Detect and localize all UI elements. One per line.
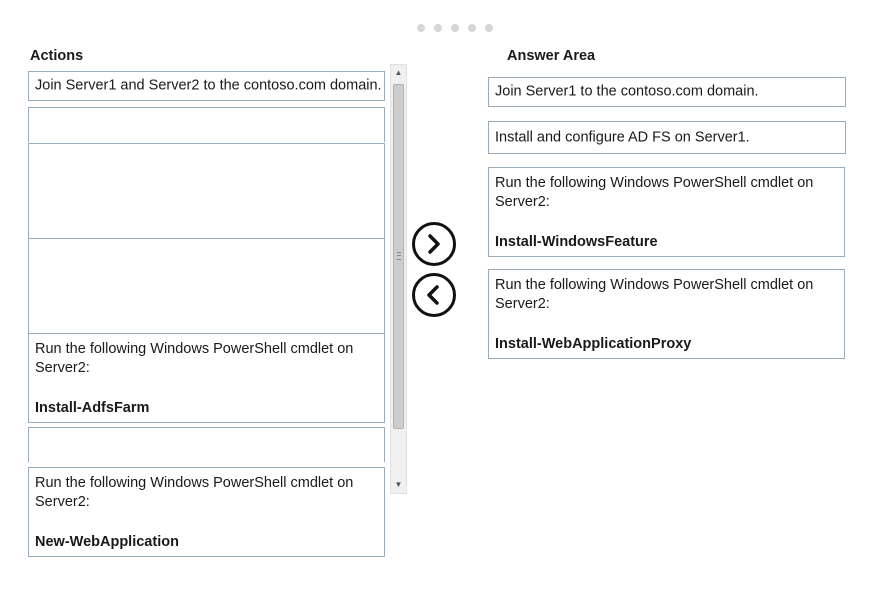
move-left-button[interactable] — [412, 273, 456, 317]
pager-dot[interactable] — [468, 24, 476, 32]
empty-action-slot[interactable] — [28, 427, 385, 462]
empty-action-slot[interactable] — [28, 107, 385, 142]
move-right-button[interactable] — [412, 222, 456, 266]
answer-item-cmdlet: Install-WebApplicationProxy — [495, 336, 692, 352]
answer-item-join-server1[interactable] — [488, 77, 846, 107]
answer-item-text: Run the following Windows PowerShell cmdlet on Server2: — [495, 277, 814, 312]
action-item-install-adfsfarm[interactable] — [28, 333, 385, 423]
scroll-up-arrow-icon[interactable]: ▲ — [394, 68, 403, 77]
answer-item-cmdlet: Install-WindowsFeature — [495, 234, 658, 250]
empty-action-slot[interactable] — [28, 143, 385, 238]
pager-dot[interactable] — [485, 24, 493, 32]
pager-dot[interactable] — [417, 24, 425, 32]
chevron-left-icon — [415, 276, 453, 314]
actions-heading: Actions — [30, 48, 84, 64]
actions-scrollbar[interactable] — [390, 64, 407, 494]
empty-action-slot[interactable] — [28, 238, 385, 333]
grip-icon — [397, 252, 401, 260]
scroll-down-arrow-icon[interactable]: ▼ — [394, 480, 403, 489]
action-item-text: Run the following Windows PowerShell cmdlet on Server2: — [35, 341, 354, 376]
pager-dot[interactable] — [434, 24, 442, 32]
answer-item-text: Run the following Windows PowerShell cmdlet on Server2: — [495, 175, 814, 210]
answer-item-install-adfs[interactable] — [488, 121, 846, 154]
action-item-text: Join Server1 and Server2 to the contoso.com domain. — [35, 77, 382, 94]
action-item-join-domain[interactable] — [28, 71, 385, 101]
chevron-right-icon — [415, 225, 453, 263]
answer-item-install-webapplicationproxy[interactable] — [488, 269, 845, 359]
action-item-cmdlet: New-WebApplication — [35, 534, 179, 550]
answer-item-install-windowsfeature[interactable] — [488, 167, 845, 257]
answer-item-text: Join Server1 to the contoso.com domain. — [495, 83, 759, 100]
scrollbar-thumb[interactable] — [393, 84, 404, 429]
pager-dots — [417, 24, 493, 32]
action-item-cmdlet: Install-AdfsFarm — [35, 400, 150, 416]
action-item-text: Run the following Windows PowerShell cmdlet on Server2: — [35, 475, 354, 510]
pager-dot[interactable] — [451, 24, 459, 32]
answer-area-heading: Answer Area — [507, 48, 596, 64]
action-item-new-webapplication[interactable] — [28, 467, 385, 557]
answer-item-text: Install and configure AD FS on Server1. — [495, 129, 750, 145]
